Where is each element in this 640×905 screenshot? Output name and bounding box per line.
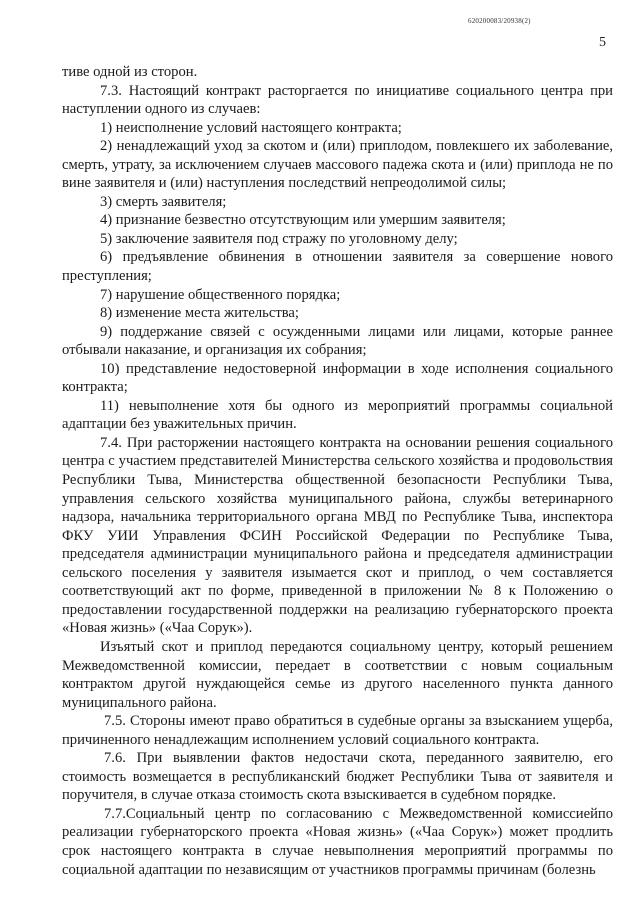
list-item-6: 6) предъявление обвинения в отношении заявителя за совершение нового преступления; <box>62 249 613 285</box>
clause-7-7: 7.7.Социальный центр по согласованию с Межведомственной комиссиейпо реализации губернаторского проекта «Новая жизнь» («Чаа Сорук») может продлить срок настоящего контракта в случае невыполнения мероприятий программы по социальной адаптации по независящим от участников программы причинам (болезнь <box>62 805 613 878</box>
list-item-4: 4) признание безвестно отсутствующим или умершим заявителя; <box>100 212 506 229</box>
clause-7-6: 7.6. При выявлении фактов недостачи скота, переданного заявителю, его стоимость возмещается в республиканский бюджет Республики Тыва от заявителя и поручителя, в случае отказа стоимость скота взыскивается в судебном порядке. <box>62 750 613 804</box>
clause-7-5: 7.5. Стороны имеют право обратиться в судебные органы за взысканием ущерба, причиненного ненадлежащим исполнением условий социального контракта. <box>62 713 613 748</box>
list-item-5: 5) заключение заявителя под стражу по уголовному делу; <box>100 230 458 247</box>
document-body <box>62 63 613 879</box>
document-number: 620200083/20938(2) <box>468 17 531 25</box>
list-item-8: 8) изменение места жительства; <box>100 305 299 322</box>
clause-7-4: 7.4. При расторжении настоящего контракта на основании решения социального центра с участием представителей Министерства сельского хозяйства и продовольствия Республики Тыва, Министерства общественной безопасности Республики Тыва, управления сельского хозяйства муниципального района, службы ветеринарного надзора, начальника территориального органа МВД по Республике Тыва, инспектора ФКУ УИИ Управления ФСИН Российской Федерации по Республике Тыва, председателя администрации муниципального района и председателя администрации сельского поселения у заявителя изымается скот и приплод, о чем составляется соответствующий акт по форме, приведенной в приложении № 8 к Положению о предоставлении государственной поддержки на реализацию губернаторского проекта «Новая жизнь» («Чаа Сорук»). <box>62 434 613 637</box>
paragraph-continuation: тиве одной из сторон. <box>62 64 198 80</box>
list-item-3: 3) смерть заявителя; <box>100 193 227 210</box>
page-number: 5 <box>599 35 606 50</box>
list-item-7: 7) нарушение общественного порядка; <box>100 286 341 303</box>
list-item-9: 9) поддержание связей с осужденными лицами или лицами, которые раннее отбывали наказание, и организация их собрания; <box>62 323 613 359</box>
list-item-11: 11) невыполнение хотя бы одного из мероприятий программы социальной адаптации без уважительных причин. <box>62 397 613 433</box>
clause-7-3: 7.3. Настоящий контракт расторгается по инициативе социального центра при наступлении одного из случаев: <box>62 82 613 118</box>
list-item-1: 1) неисполнение условий настоящего контракта; <box>100 119 402 136</box>
list-item-10: 10) представление недостоверной информации в ходе исполнения социального контракта; <box>62 360 613 396</box>
clause-7-4-continuation: Изъятый скот и приплод передаются социальному центру, который решением Межведомственной комиссии, передает в соответствии с новым социальным контрактом другой нуждающейся семье из другого населенного пункта данного муниципального района. <box>62 638 613 711</box>
list-item-2: 2) ненадлежащий уход за скотом и (или) приплодом, повлекшего их заболевание, смерть, утрату, за исключением случаев массового падежа скота и (или) приплода не по вине заявителя и (или) наступления последствий непреодолимой силы; <box>62 138 613 192</box>
